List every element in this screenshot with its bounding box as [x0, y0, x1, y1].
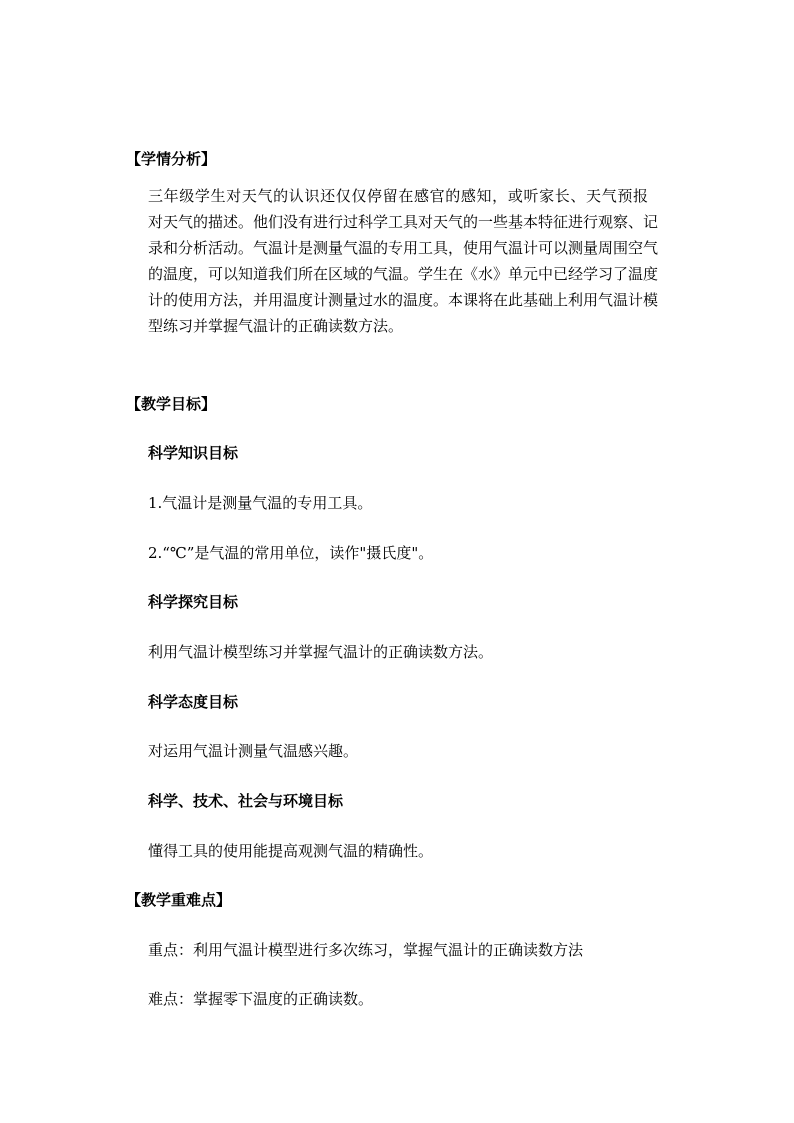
- inquiry-goal-text: 利用气温计模型练习并掌握气温计的正确读数方法。: [148, 643, 494, 661]
- difficult-point-text: 难点：掌握零下温度的正确读数。: [148, 990, 374, 1008]
- heading-attitude-goal: 科学态度目标: [148, 693, 239, 711]
- key-point-text: 重点：利用气温计模型进行多次练习，掌握气温计的正确读数方法: [148, 941, 584, 959]
- heading-stse-goal: 科学、技术、社会与环境目标: [148, 792, 344, 810]
- stse-goal-text: 懂得工具的使用能提高观测气温的精确性。: [148, 842, 434, 860]
- heading-learning-analysis: 【学情分析】: [126, 150, 217, 168]
- heading-teaching-goals: 【教学目标】: [126, 395, 217, 413]
- heading-inquiry-goal: 科学探究目标: [148, 593, 239, 611]
- knowledge-goal-item-1: 1.气温计是测量气温的专用工具。: [148, 494, 373, 512]
- heading-key-difficult-points: 【教学重难点】: [126, 891, 232, 909]
- attitude-goal-text: 对运用气温计测量气温感兴趣。: [148, 742, 359, 760]
- paragraph-line: 三年级学生对天气的认识还仅仅停留在感官的感知，或听家长、天气预报: [148, 187, 648, 205]
- paragraph-line: 对天气的描述。他们没有进行过科学工具对天气的一些基本特征进行观察、记: [148, 213, 659, 231]
- paragraph-line: 计的使用方法，并用温度计测量过水的温度。本课将在此基础上利用气温计模: [148, 291, 659, 309]
- heading-knowledge-goal: 科学知识目标: [148, 444, 239, 462]
- paragraph-line: 录和分析活动。气温计是测量气温的专用工具，使用气温计可以测量周围空气: [148, 239, 659, 257]
- paragraph-line: 的温度，可以知道我们所在区域的气温。学生在《水》单元中已经学习了温度: [148, 265, 659, 283]
- knowledge-goal-item-2: 2.“℃”是气温的常用单位，读作"摄氏度"。: [148, 544, 434, 562]
- paragraph-line: 型练习并掌握气温计的正确读数方法。: [148, 317, 404, 335]
- learning-analysis-paragraph: [148, 183, 659, 339]
